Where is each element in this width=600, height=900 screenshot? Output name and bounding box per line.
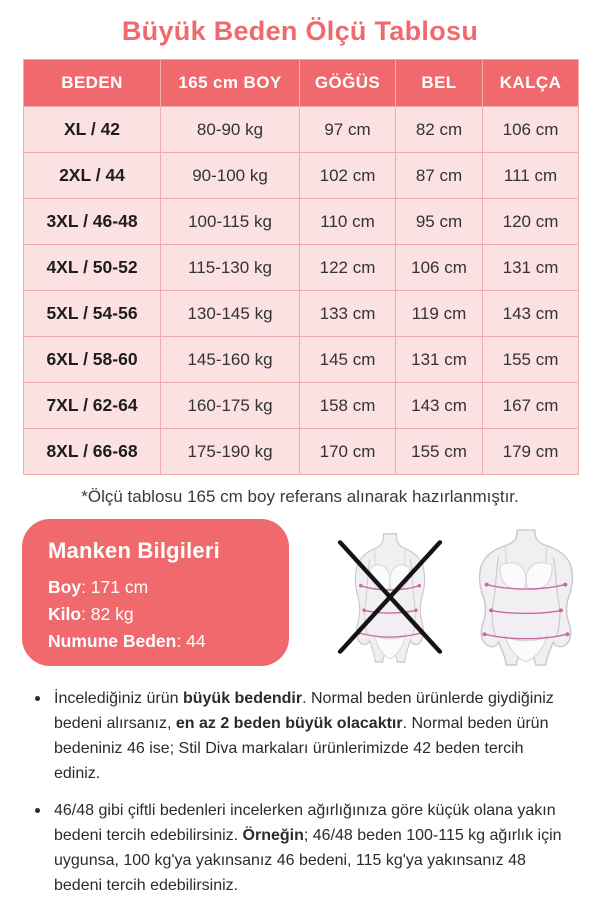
measurement-cell: 145-160 kg bbox=[161, 337, 300, 383]
model-info-field: Kilo: 82 kg bbox=[48, 604, 134, 624]
plus-size-body-figure-icon bbox=[466, 527, 586, 666]
measurement-cell: 119 cm bbox=[396, 291, 483, 337]
note-item: İncelediğiniz ürün büyük bedendir. Normal beden ürünlerde giydiğiniz bedeni alırsanız, en az 2 beden büyük olacaktır. Normal beden ürün bedeniniz 46 ise; Stil Diva markaları ürünlerimizde 42 beden tercih ediniz. bbox=[30, 686, 570, 786]
model-info-field: Boy: 171 cm bbox=[48, 577, 149, 597]
measurement-cell: 155 cm bbox=[483, 337, 579, 383]
column-header: 165 cm BOY bbox=[161, 60, 300, 107]
measurement-cell: 160-175 kg bbox=[161, 383, 300, 429]
model-info-box bbox=[22, 519, 289, 666]
table-row bbox=[24, 429, 579, 475]
column-header: BEL bbox=[396, 60, 483, 107]
table-row bbox=[24, 153, 579, 199]
measurement-cell: 100-115 kg bbox=[161, 199, 300, 245]
measurement-cell: 111 cm bbox=[483, 153, 579, 199]
measurement-cell: 82 cm bbox=[396, 107, 483, 153]
measurement-cell: 102 cm bbox=[300, 153, 396, 199]
table-row bbox=[24, 383, 579, 429]
size-cell: 2XL / 44 bbox=[24, 153, 161, 199]
measurement-cell: 133 cm bbox=[300, 291, 396, 337]
measurement-cell: 90-100 kg bbox=[161, 153, 300, 199]
page-title: Büyük Beden Ölçü Tablosu bbox=[121, 16, 479, 46]
size-cell: 6XL / 58-60 bbox=[24, 337, 161, 383]
table-header-row bbox=[24, 60, 579, 107]
measurement-cell: 106 cm bbox=[396, 245, 483, 291]
table-row bbox=[24, 199, 579, 245]
table-row bbox=[24, 107, 579, 153]
measurement-cell: 106 cm bbox=[483, 107, 579, 153]
measurement-cell: 143 cm bbox=[396, 383, 483, 429]
measurement-cell: 95 cm bbox=[396, 199, 483, 245]
footnote: *Ölçü tablosu 165 cm boy referans alınarak hazırlanmıştır. bbox=[81, 487, 519, 506]
measurement-cell: 158 cm bbox=[300, 383, 396, 429]
measurement-cell: 97 cm bbox=[300, 107, 396, 153]
measurement-cell: 131 cm bbox=[396, 337, 483, 383]
measurement-cell: 145 cm bbox=[300, 337, 396, 383]
table-row bbox=[24, 337, 579, 383]
column-header: KALÇA bbox=[483, 60, 579, 107]
table-row bbox=[24, 245, 579, 291]
measurement-cell: 115-130 kg bbox=[161, 245, 300, 291]
size-cell: 7XL / 62-64 bbox=[24, 383, 161, 429]
model-info-fields bbox=[48, 574, 269, 655]
notes-list bbox=[30, 686, 570, 900]
measurement-cell: 155 cm bbox=[396, 429, 483, 475]
column-header: GÖĞÜS bbox=[300, 60, 396, 107]
size-cell: 4XL / 50-52 bbox=[24, 245, 161, 291]
size-cell: 5XL / 54-56 bbox=[24, 291, 161, 337]
crossed-out-body-figure-icon bbox=[334, 531, 446, 663]
note-item: 46/48 gibi çiftli bedenleri incelerken ağırlığınıza göre küçük olana yakın bedeni tercih edebilirsiniz. Örneğin; 46/48 beden 100-115 kg ağırlık için uygunsa, 100 kg'ya yakınsanız 46 bedeni, 115 kg'ya yakınsanız 48 bedeni tercih edebilirsiniz. bbox=[30, 798, 570, 898]
measurement-cell: 143 cm bbox=[483, 291, 579, 337]
size-cell: 3XL / 46-48 bbox=[24, 199, 161, 245]
measurement-cell: 131 cm bbox=[483, 245, 579, 291]
model-info-field: Numune Beden: 44 bbox=[48, 631, 206, 651]
column-header: BEDEN bbox=[24, 60, 161, 107]
model-info-title: Manken Bilgileri bbox=[48, 538, 220, 563]
measurement-cell: 120 cm bbox=[483, 199, 579, 245]
size-cell: XL / 42 bbox=[24, 107, 161, 153]
measurement-cell: 175-190 kg bbox=[161, 429, 300, 475]
size-cell: 8XL / 66-68 bbox=[24, 429, 161, 475]
measurement-cell: 80-90 kg bbox=[161, 107, 300, 153]
measurement-cell: 167 cm bbox=[483, 383, 579, 429]
measurement-cell: 179 cm bbox=[483, 429, 579, 475]
measurement-cell: 170 cm bbox=[300, 429, 396, 475]
size-table bbox=[23, 59, 579, 475]
measurement-cell: 87 cm bbox=[396, 153, 483, 199]
measurement-cell: 110 cm bbox=[300, 199, 396, 245]
measurement-cell: 122 cm bbox=[300, 245, 396, 291]
measurement-cell: 130-145 kg bbox=[161, 291, 300, 337]
table-body bbox=[24, 107, 579, 475]
table-row bbox=[24, 291, 579, 337]
